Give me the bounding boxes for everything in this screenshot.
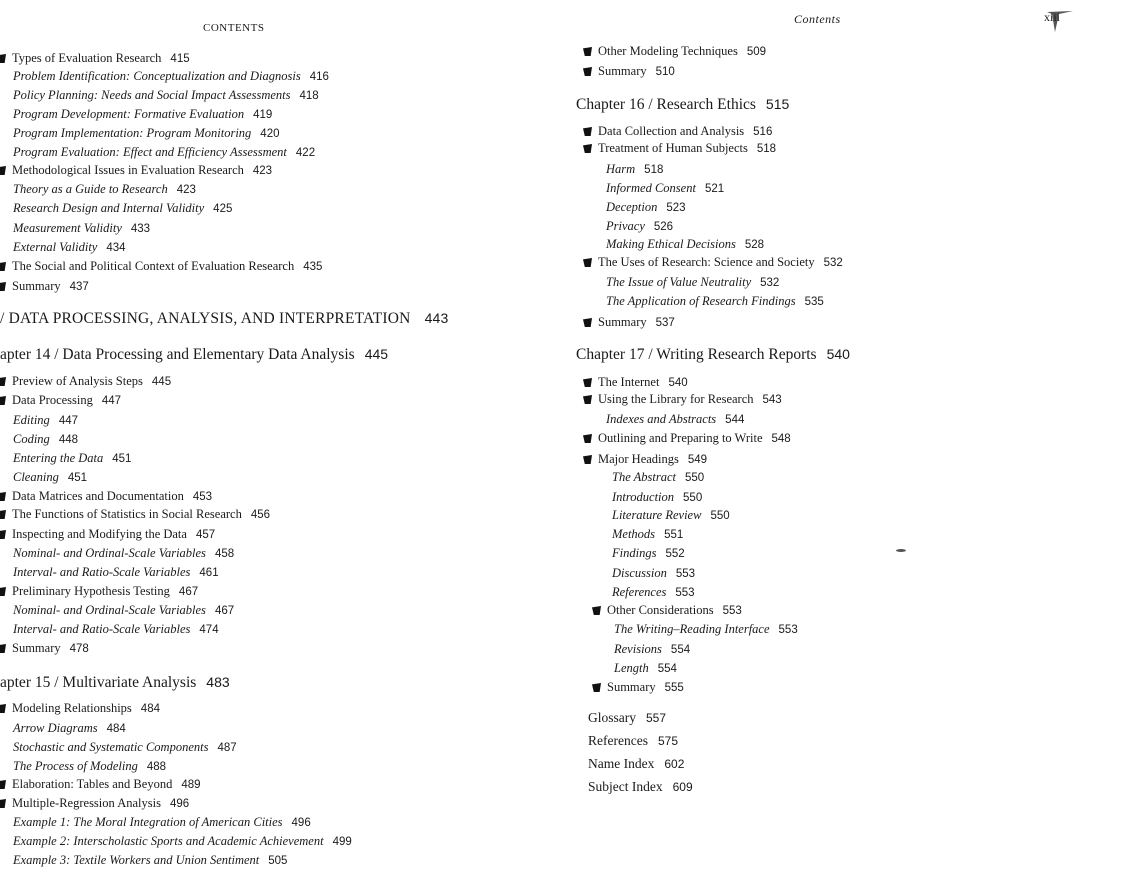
toc-entry (606, 161, 663, 178)
toc-entry (13, 720, 126, 737)
toc-entry (612, 584, 695, 601)
toc-entry-page: 553 (778, 624, 798, 636)
toc-entry (13, 621, 219, 638)
toc-entry (13, 739, 237, 756)
toc-entry-label: Policy Planning: Needs and Social Impact Assessments (13, 88, 291, 102)
square-bullet-icon (583, 144, 592, 153)
toc-entry-label: The Internet (598, 375, 660, 389)
square-bullet-icon (0, 510, 6, 519)
toc-entry-label: Measurement Validity (13, 221, 122, 235)
toc-entry-label: Summary (12, 641, 61, 655)
toc-entry (0, 583, 198, 600)
toc-entry-page: 445 (151, 376, 172, 388)
square-bullet-icon (592, 606, 601, 615)
toc-entry-label: The Application of Research Findings (606, 294, 796, 308)
toc-entry (13, 450, 131, 467)
toc-entry (13, 181, 196, 198)
toc-entry-label: Data Collection and Analysis (598, 124, 745, 138)
toc-entry (583, 430, 791, 447)
toc-entry-page: 423 (252, 165, 273, 177)
toc-entry (13, 833, 352, 850)
toc-entry (0, 488, 212, 505)
toc-entry-page: 453 (192, 491, 213, 503)
toc-entry (583, 63, 675, 80)
toc-entry (612, 526, 683, 543)
toc-entry-page: 515 (765, 96, 790, 112)
toc-entry-page: 550 (710, 510, 730, 522)
toc-entry-label: The Functions of Statistics in Social Research (12, 507, 242, 521)
toc-entry-page: 434 (106, 242, 126, 254)
toc-entry (0, 392, 121, 409)
toc-entry-page: 418 (299, 90, 319, 102)
toc-entry-page: 422 (295, 147, 316, 159)
toc-entry-label: Indexes and Abstracts (606, 412, 717, 426)
square-bullet-icon (0, 644, 6, 653)
toc-entry-page: 484 (106, 723, 126, 735)
toc-entry-page: 445 (364, 346, 389, 362)
toc-entry-label: apter 14 / Data Processing and Elementary Data Analysis (0, 346, 355, 363)
toc-entry-page: 532 (823, 257, 843, 269)
toc-entry (588, 733, 678, 749)
toc-entry (0, 640, 89, 657)
square-bullet-icon (0, 166, 6, 175)
square-bullet-icon (0, 530, 6, 539)
toc-entry-label: Using the Library for Research (598, 392, 754, 406)
toc-entry-label: / DATA PROCESSING, ANALYSIS, AND INTERPRETATION (0, 310, 411, 327)
square-bullet-icon (0, 780, 6, 789)
toc-entry (583, 314, 675, 331)
toc-entry-label: Coding (13, 432, 50, 446)
toc-entry-label: Findings (612, 546, 657, 560)
toc-entry-label: The Social and Political Context of Evaluation Research (12, 259, 295, 273)
toc-entry (588, 710, 666, 726)
toc-entry (606, 218, 673, 235)
toc-entry (583, 451, 707, 468)
toc-entry-label: Multiple-Regression Analysis (12, 796, 161, 810)
toc-entry-page: 447 (58, 415, 78, 427)
toc-entry (612, 469, 704, 486)
toc-entry-page: 557 (646, 711, 667, 725)
toc-entry (606, 199, 686, 216)
toc-entry-label: Treatment of Human Subjects (598, 141, 748, 155)
toc-entry-label: Data Matrices and Documentation (12, 489, 184, 503)
left-page (0, 0, 530, 877)
running-head: Contents (794, 12, 841, 26)
toc-entry-page: 458 (214, 548, 235, 560)
square-bullet-icon (0, 492, 6, 501)
toc-entry (583, 391, 782, 408)
toc-entry-page: 443 (424, 310, 449, 326)
square-bullet-icon (592, 683, 601, 692)
toc-entry-label: Making Ethical Decisions (606, 237, 736, 251)
square-bullet-icon (583, 434, 592, 443)
toc-entry (13, 412, 78, 429)
toc-entry-page: 496 (291, 817, 311, 829)
toc-entry-label: External Validity (13, 240, 98, 254)
toc-entry-page: 447 (101, 395, 122, 407)
toc-entry-label: Subject Index (588, 779, 663, 794)
toc-entry-page: 483 (206, 674, 230, 690)
toc-entry-label: The Uses of Research: Science and Society (598, 255, 815, 269)
toc-entry (583, 374, 688, 391)
toc-entry-page: 549 (687, 454, 708, 466)
toc-entry-label: Program Development: Formative Evaluation (13, 107, 245, 121)
toc-entry-label: Entering the Data (13, 451, 104, 465)
square-bullet-icon (0, 262, 6, 271)
toc-entry (576, 95, 789, 114)
toc-entry-label: Summary (598, 64, 647, 78)
toc-entry-page: 554 (657, 663, 677, 675)
toc-entry (576, 345, 850, 364)
toc-entry-label: The Writing–Reading Interface (614, 622, 770, 636)
toc-entry-page: 484 (140, 703, 160, 715)
toc-entry-page: 609 (672, 780, 693, 794)
toc-entry-label: Discussion (612, 566, 667, 580)
toc-entry (0, 345, 388, 364)
toc-entry (0, 309, 449, 328)
toc-entry-page: 419 (253, 109, 273, 121)
toc-entry-label: apter 15 / Multivariate Analysis (0, 674, 197, 691)
toc-entry-page: 425 (213, 203, 233, 215)
toc-entry-label: Program Implementation: Program Monitoring (13, 126, 252, 140)
toc-entry-page: 457 (195, 529, 216, 541)
toc-entry-label: The Issue of Value Neutrality (606, 275, 752, 289)
toc-entry-page: 478 (69, 643, 89, 655)
toc-entry (0, 795, 189, 812)
toc-entry-page: 552 (665, 548, 685, 560)
square-bullet-icon (0, 396, 6, 405)
toc-entry (614, 660, 677, 677)
toc-entry-label: Elaboration: Tables and Beyond (12, 777, 173, 791)
square-bullet-icon (0, 282, 6, 291)
square-bullet-icon (0, 54, 6, 63)
toc-entry-page: 575 (657, 734, 678, 748)
right-page (530, 0, 1138, 877)
toc-entry (13, 200, 232, 217)
toc-entry-page: 489 (181, 779, 201, 791)
toc-entry-page: 505 (268, 855, 288, 867)
toc-entry (583, 140, 776, 157)
toc-entry-page: 555 (664, 682, 684, 694)
toc-entry (606, 411, 744, 428)
toc-entry-page: 509 (746, 46, 767, 58)
toc-entry (13, 106, 272, 123)
toc-entry-label: Summary (12, 279, 61, 293)
square-bullet-icon (0, 377, 6, 386)
toc-entry-label: Cleaning (13, 470, 59, 484)
toc-entry-label: Privacy (606, 219, 645, 233)
toc-entry (592, 679, 684, 696)
toc-entry-page: 553 (675, 568, 696, 580)
toc-entry-label: Problem Identification: Conceptualization and Diagnosis (13, 69, 301, 83)
toc-entry-label: Research Design and Internal Validity (13, 201, 205, 215)
toc-entry-label: Stochastic and Systematic Components (13, 740, 209, 754)
square-bullet-icon (583, 127, 592, 136)
toc-entry-label: Name Index (588, 756, 655, 771)
toc-entry-page: 496 (169, 798, 190, 810)
toc-entry (606, 293, 824, 310)
scan-speck (896, 549, 906, 552)
toc-entry-page: 423 (176, 184, 196, 196)
toc-entry-page: 523 (666, 202, 686, 214)
square-bullet-icon (0, 704, 6, 713)
toc-entry-label: Methods (612, 527, 656, 541)
toc-entry-page: 433 (130, 223, 151, 235)
toc-entry (0, 258, 322, 275)
toc-entry-page: 488 (146, 761, 167, 773)
toc-entry-page: 535 (804, 296, 824, 308)
square-bullet-icon (583, 318, 592, 327)
square-bullet-icon (583, 378, 592, 387)
toc-entry (13, 602, 234, 619)
toc-entry-page: 550 (685, 472, 705, 484)
toc-entry-page: 487 (217, 742, 237, 754)
toc-entry-label: Interval- and Ratio-Scale Variables (13, 622, 191, 636)
toc-entry-label: Other Modeling Techniques (598, 44, 738, 58)
toc-entry (0, 50, 190, 67)
toc-entry-page: 415 (170, 53, 190, 65)
toc-entry-page: 532 (760, 277, 780, 289)
toc-entry-page: 544 (725, 414, 745, 426)
toc-entry-label: References (588, 733, 648, 748)
toc-entry-page: 451 (112, 453, 132, 465)
toc-entry (588, 756, 684, 772)
toc-entry (583, 123, 772, 140)
toc-entry (13, 144, 315, 161)
toc-entry (13, 220, 150, 237)
toc-entry (13, 852, 287, 869)
toc-entry (588, 779, 693, 795)
toc-entry-label: Literature Review (612, 508, 702, 522)
toc-entry-page: 499 (332, 836, 352, 848)
toc-entry (606, 236, 764, 253)
toc-entry-label: Theory as a Guide to Research (13, 182, 168, 196)
toc-entry-label: Glossary (588, 710, 636, 725)
toc-entry-label: Example 1: The Moral Integration of American Cities (13, 815, 283, 829)
toc-entry-label: Editing (13, 413, 50, 427)
toc-entry-label: Introduction (612, 490, 675, 504)
toc-entry (583, 254, 843, 271)
toc-entry (0, 162, 272, 179)
toc-entry-label: Nominal- and Ordinal-Scale Variables (13, 603, 206, 617)
toc-entry-label: Interval- and Ratio-Scale Variables (13, 565, 191, 579)
toc-entry-label: Modeling Relationships (12, 701, 132, 715)
toc-entry (0, 278, 89, 295)
toc-entry-page: 540 (668, 377, 688, 389)
toc-entry (612, 507, 730, 524)
toc-entry-page: 456 (250, 509, 271, 521)
toc-entry-page: 554 (670, 644, 691, 656)
toc-entry (612, 489, 702, 506)
toc-entry (13, 564, 219, 581)
toc-entry (13, 469, 87, 486)
toc-entry-label: Chapter 17 / Writing Research Reports (576, 346, 817, 363)
toc-entry (614, 621, 798, 638)
toc-entry-label: Length (614, 661, 649, 675)
toc-entry-page: 435 (303, 261, 323, 273)
toc-entry-label: The Abstract (612, 470, 677, 484)
toc-entry-label: Informed Consent (606, 181, 696, 195)
toc-entry-page: 537 (655, 317, 675, 329)
square-bullet-icon (0, 799, 6, 808)
toc-entry (0, 673, 230, 692)
toc-entry-label: Nominal- and Ordinal-Scale Variables (13, 546, 206, 560)
toc-entry-page: 550 (683, 492, 703, 504)
toc-entry-label: Harm (606, 162, 636, 176)
toc-entry (612, 545, 685, 562)
toc-entry-label: Arrow Diagrams (13, 721, 98, 735)
toc-entry-page: 516 (753, 126, 773, 138)
toc-entry (13, 87, 319, 104)
toc-entry-label: Revisions (614, 642, 662, 656)
page-number: xiii (1044, 10, 1061, 24)
toc-entry-page: 461 (199, 567, 219, 579)
toc-entry-label: The Process of Modeling (13, 759, 138, 773)
toc-entry (0, 700, 160, 717)
toc-entry-label: Outlining and Preparing to Write (598, 431, 763, 445)
toc-entry-page: 518 (756, 143, 777, 155)
toc-entry-page: 467 (178, 586, 199, 598)
toc-entry-page: 451 (67, 472, 88, 484)
toc-entry-page: 474 (199, 624, 219, 636)
toc-entry-page: 528 (744, 239, 765, 251)
toc-entry (13, 758, 166, 775)
toc-entry-page: 448 (58, 434, 78, 446)
toc-entry-label: Other Considerations (607, 603, 714, 617)
square-bullet-icon (583, 67, 592, 76)
toc-entry (13, 814, 311, 831)
toc-entry-label: Summary (598, 315, 647, 329)
toc-entry-page: 518 (644, 164, 664, 176)
toc-entry (612, 565, 695, 582)
toc-entry-label: Preview of Analysis Steps (12, 374, 143, 388)
toc-entry (606, 180, 724, 197)
toc-entry-page: 602 (664, 757, 685, 771)
toc-entry (13, 125, 279, 142)
toc-entry-label: Deception (606, 200, 658, 214)
toc-entry (606, 274, 779, 291)
toc-entry-page: 548 (771, 433, 791, 445)
toc-entry-label: Chapter 16 / Research Ethics (576, 96, 756, 113)
toc-entry-page: 437 (69, 281, 89, 293)
toc-entry (0, 776, 201, 793)
toc-entry-label: Major Headings (598, 452, 679, 466)
toc-entry (13, 545, 234, 562)
toc-entry (583, 43, 766, 60)
square-bullet-icon (0, 587, 6, 596)
toc-entry-label: Example 3: Textile Workers and Union Sentiment (13, 853, 260, 867)
toc-entry-page: 553 (722, 605, 742, 617)
toc-entry (614, 641, 690, 658)
square-bullet-icon (583, 455, 592, 464)
toc-entry-label: Summary (607, 680, 656, 694)
toc-entry-label: Example 2: Interscholastic Sports and Academic Achievement (13, 834, 324, 848)
running-head: CONTENTS (203, 22, 265, 34)
square-bullet-icon (583, 47, 592, 56)
toc-entry-label: Program Evaluation: Effect and Efficiency Assessment (13, 145, 287, 159)
toc-entry (0, 506, 270, 523)
toc-entry-label: Data Processing (12, 393, 93, 407)
toc-entry (13, 68, 329, 85)
toc-entry (13, 239, 126, 256)
toc-entry (13, 431, 78, 448)
toc-entry-label: Preliminary Hypothesis Testing (12, 584, 170, 598)
toc-entry-page: 526 (653, 221, 674, 233)
toc-entry-page: 551 (664, 529, 684, 541)
toc-entry-label: Inspecting and Modifying the Data (12, 527, 187, 541)
square-bullet-icon (583, 258, 592, 267)
toc-entry-label: References (612, 585, 667, 599)
toc-entry-page: 540 (826, 346, 850, 362)
toc-entry (0, 526, 215, 543)
toc-entry (0, 373, 171, 390)
toc-entry-page: 553 (675, 587, 695, 599)
toc-entry-page: 420 (260, 128, 280, 140)
square-bullet-icon (583, 395, 592, 404)
toc-entry-label: Methodological Issues in Evaluation Research (12, 163, 244, 177)
toc-entry (592, 602, 742, 619)
toc-entry-page: 467 (214, 605, 235, 617)
toc-entry-page: 543 (762, 394, 782, 406)
toc-entry-page: 521 (704, 183, 725, 195)
toc-entry-page: 416 (309, 71, 329, 83)
toc-entry-label: Types of Evaluation Research (12, 51, 162, 65)
toc-entry-page: 510 (655, 66, 675, 78)
